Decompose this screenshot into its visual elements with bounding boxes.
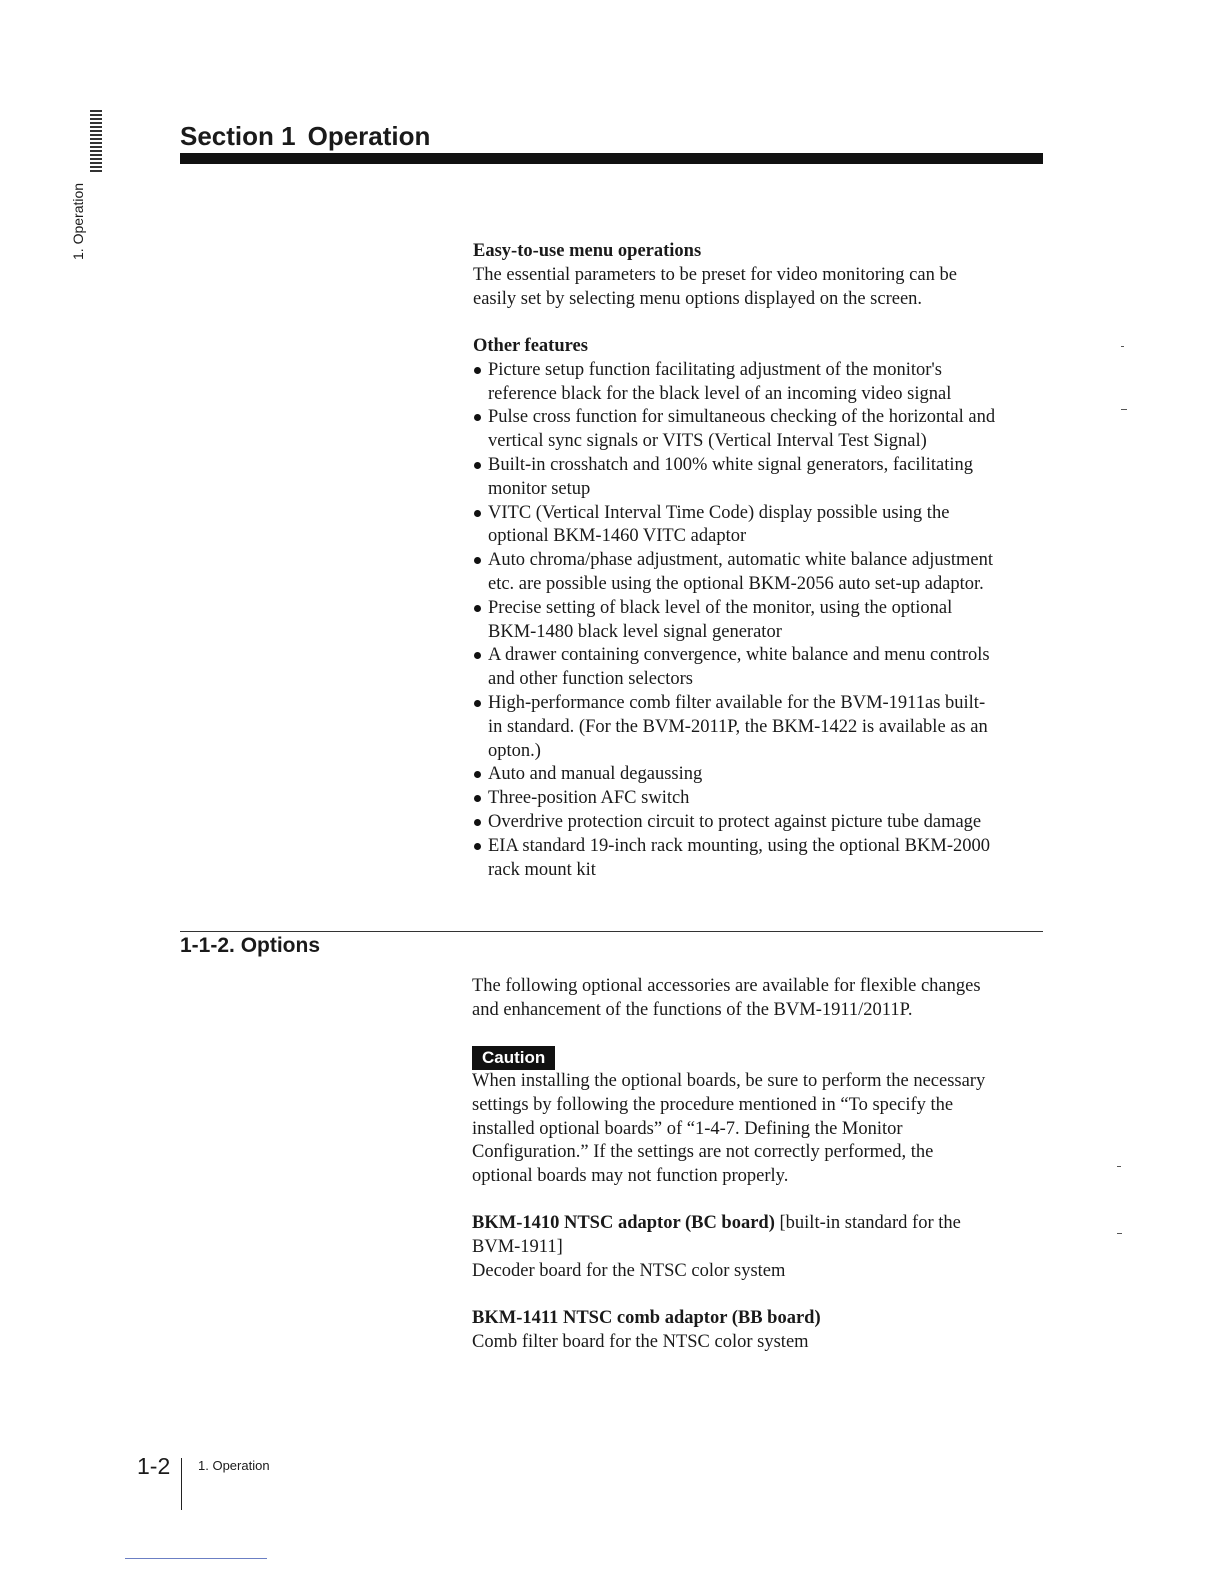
side-tab (70, 110, 110, 270)
side-tab-marker (90, 110, 102, 172)
bkm1410-description: Decoder board for the NTSC color system (472, 1260, 786, 1281)
list-item (473, 549, 1048, 597)
side-tab-label: 1. Operation (70, 182, 86, 260)
features-list (473, 359, 1048, 883)
footer-section-label: 1. Operation (198, 1458, 270, 1473)
list-item (473, 763, 1048, 787)
bkm1411-description: Comb filter board for the NTSC color system (472, 1331, 809, 1352)
list-item-line: monitor setup (488, 478, 591, 499)
list-item-line: rack mount kit (488, 859, 596, 880)
list-item (473, 406, 1048, 454)
list-item-line: Precise setting of black level of the monitor, using the optional (488, 597, 953, 618)
list-item-line: Three-position AFC switch (488, 788, 690, 809)
list-item-line: Pulse cross function for simultaneous checking of the horizontal and (488, 407, 996, 428)
other-features-heading: Other features (473, 336, 588, 356)
footer-divider (181, 1458, 182, 1510)
list-item-line: optional BKM-1460 VITC adaptor (488, 526, 747, 547)
paragraph-line: optional boards may not function properly. (472, 1166, 789, 1187)
list-item (473, 787, 1048, 811)
scan-speck (1121, 346, 1124, 347)
list-item-line: vertical sync signals or VITS (Vertical Interval Test Signal) (488, 431, 927, 452)
section-label: Section 1 (180, 121, 296, 151)
paragraph-line: The essential parameters to be preset for video monitoring can be (473, 264, 957, 285)
list-item (473, 692, 1048, 763)
caution-badge: Caution (472, 1046, 555, 1070)
list-item-line: etc. are possible using the optional BKM-2056 auto set-up adaptor. (488, 573, 984, 594)
caution-text (472, 1070, 1047, 1189)
list-item-line: and other function selectors (488, 669, 693, 690)
list-item-line: Built-in crosshatch and 100% white signal generators, facilitating (488, 454, 973, 475)
section-rule (180, 153, 1043, 164)
bkm1411-title: BKM-1411 NTSC comb adaptor (BB board) (472, 1308, 821, 1328)
list-item (473, 811, 1048, 835)
list-item (473, 502, 1048, 550)
list-item (473, 835, 1048, 883)
paragraph-line: installed optional boards” of “1-4-7. Defining the Monitor (472, 1118, 903, 1139)
scan-speck (1121, 409, 1127, 410)
other-features-block (473, 335, 1048, 882)
easy-menu-heading: Easy-to-use menu operations (473, 241, 702, 261)
options-title: 1-1-2. Options (180, 934, 321, 957)
scan-speck (1117, 1233, 1122, 1234)
list-item-line: BKM-1480 black level signal generator (488, 621, 782, 642)
paragraph-line: easily set by selecting menu options displayed on the screen. (473, 288, 923, 309)
list-item-line: Auto and manual degaussing (488, 764, 703, 785)
scan-speck (1117, 1166, 1121, 1167)
list-item-line: Picture setup function facilitating adjustment of the monitor's (488, 359, 942, 380)
list-item-line: A drawer containing convergence, white balance and menu controls (488, 645, 990, 666)
list-item (473, 597, 1048, 645)
options-intro (472, 975, 1047, 1023)
section-title (180, 121, 430, 152)
bkm1410-note-line: BVM-1911] (472, 1236, 563, 1257)
easy-menu-block (473, 240, 1048, 311)
list-item-line: Overdrive protection circuit to protect against picture tube damage (488, 811, 982, 832)
list-item-line: opton.) (488, 740, 541, 761)
paragraph-line: settings by following the procedure mentioned in “To specify the (472, 1094, 954, 1115)
list-item-line: EIA standard 19-inch rack mounting, using the optional BKM-2000 (488, 835, 990, 856)
paragraph-line: The following optional accessories are available for flexible changes (472, 976, 981, 996)
paragraph-line: and enhancement of the functions of the BVM-1911/2011P. (472, 999, 913, 1020)
options-rule (180, 931, 1043, 932)
list-item-line: Auto chroma/phase adjustment, automatic white balance adjustment (488, 550, 994, 571)
page-number: 1-2 (137, 1453, 171, 1479)
list-item-line: High-performance comb filter available for the BVM-1911as built- (488, 692, 986, 713)
section-name: Operation (307, 121, 431, 151)
bkm1410-title: BKM-1410 NTSC adaptor (BC board) (472, 1213, 775, 1233)
bkm1411-block (472, 1307, 1047, 1355)
list-item-line: in standard. (For the BVM-2011P, the BKM-1422 is available as an (488, 716, 988, 737)
list-item (473, 359, 1048, 407)
bkm1410-title-line (472, 1212, 1047, 1236)
bkm1410-block (472, 1212, 1047, 1283)
list-item-line: reference black for the black level of an incoming video signal (488, 383, 952, 404)
paragraph-line: When installing the optional boards, be sure to perform the necessary (472, 1071, 986, 1091)
list-item (473, 454, 1048, 502)
bottom-rule (125, 1558, 267, 1559)
list-item (473, 644, 1048, 692)
paragraph-line: Configuration.” If the settings are not correctly performed, the (472, 1142, 934, 1163)
bkm1410-note: [built-in standard for the (774, 1213, 961, 1233)
list-item-line: VITC (Vertical Interval Time Code) display possible using the (488, 502, 950, 523)
